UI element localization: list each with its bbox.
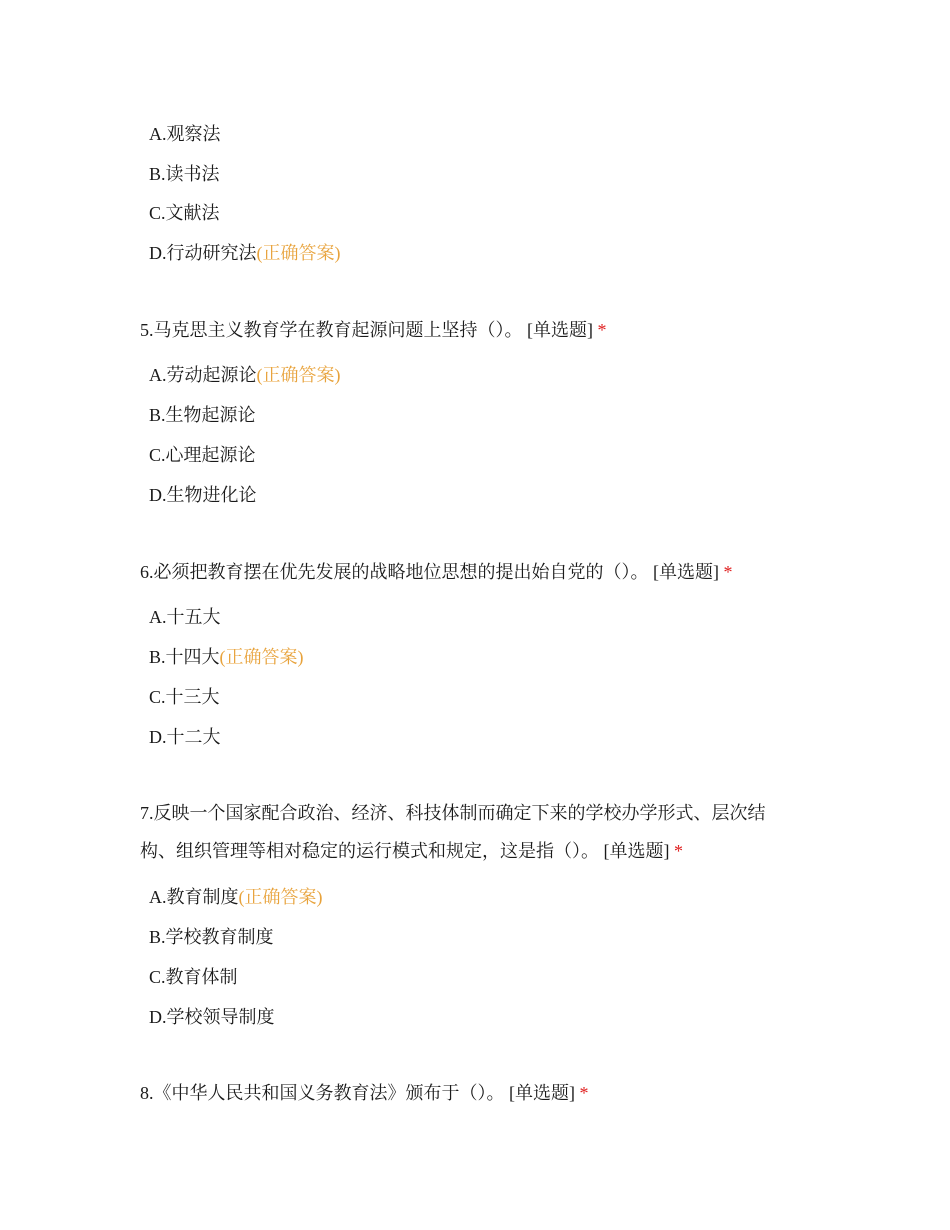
option-c: C.十三大 (149, 687, 220, 707)
option-b: B.生物起源论 (149, 405, 256, 425)
option-c: C.心理起源论 (149, 445, 256, 465)
required-mark: * (674, 841, 683, 861)
question-7-title-line2: 构、组织管理等相对稳定的运行模式和规定，这是指（）。 [单选题] * (140, 841, 683, 861)
required-mark: * (723, 562, 733, 582)
option-b: B.学校教育制度 (149, 927, 274, 947)
required-mark: * (597, 320, 607, 340)
question-7-title-line1: 7.反映一个国家配合政治、经济、科技体制而确定下来的学校办学形式、层次结 (140, 803, 766, 823)
option-c: C.文献法 (149, 203, 220, 223)
correct-answer-mark: (正确答案) (256, 243, 341, 263)
option-a: A.教育制度(正确答案) (149, 887, 323, 907)
option-d: D.十二大 (149, 727, 221, 747)
option-b: B.读书法 (149, 164, 220, 184)
required-mark: * (579, 1083, 589, 1103)
question-5-title: 5.马克思主义教育学在教育起源问题上坚持（）。 [单选题] * (140, 320, 607, 340)
option-a: A.十五大 (149, 607, 221, 627)
option-d: D.行动研究法(正确答案) (149, 243, 341, 263)
correct-answer-mark: (正确答案) (219, 647, 304, 667)
option-b: B.十四大(正确答案) (149, 647, 304, 667)
option-c: C.教育体制 (149, 967, 238, 987)
question-6-title: 6.必须把教育摆在优先发展的战略地位思想的提出始自党的（）。 [单选题] * (140, 562, 733, 582)
option-a: A.劳动起源论(正确答案) (149, 365, 341, 385)
option-d: D.学校领导制度 (149, 1007, 275, 1027)
option-a: A.观察法 (149, 124, 221, 144)
question-8-title: 8.《中华人民共和国义务教育法》颁布于（）。 [单选题] * (140, 1083, 589, 1103)
correct-answer-mark: (正确答案) (256, 365, 341, 385)
option-d: D.生物进化论 (149, 485, 257, 505)
correct-answer-mark: (正确答案) (238, 887, 323, 907)
